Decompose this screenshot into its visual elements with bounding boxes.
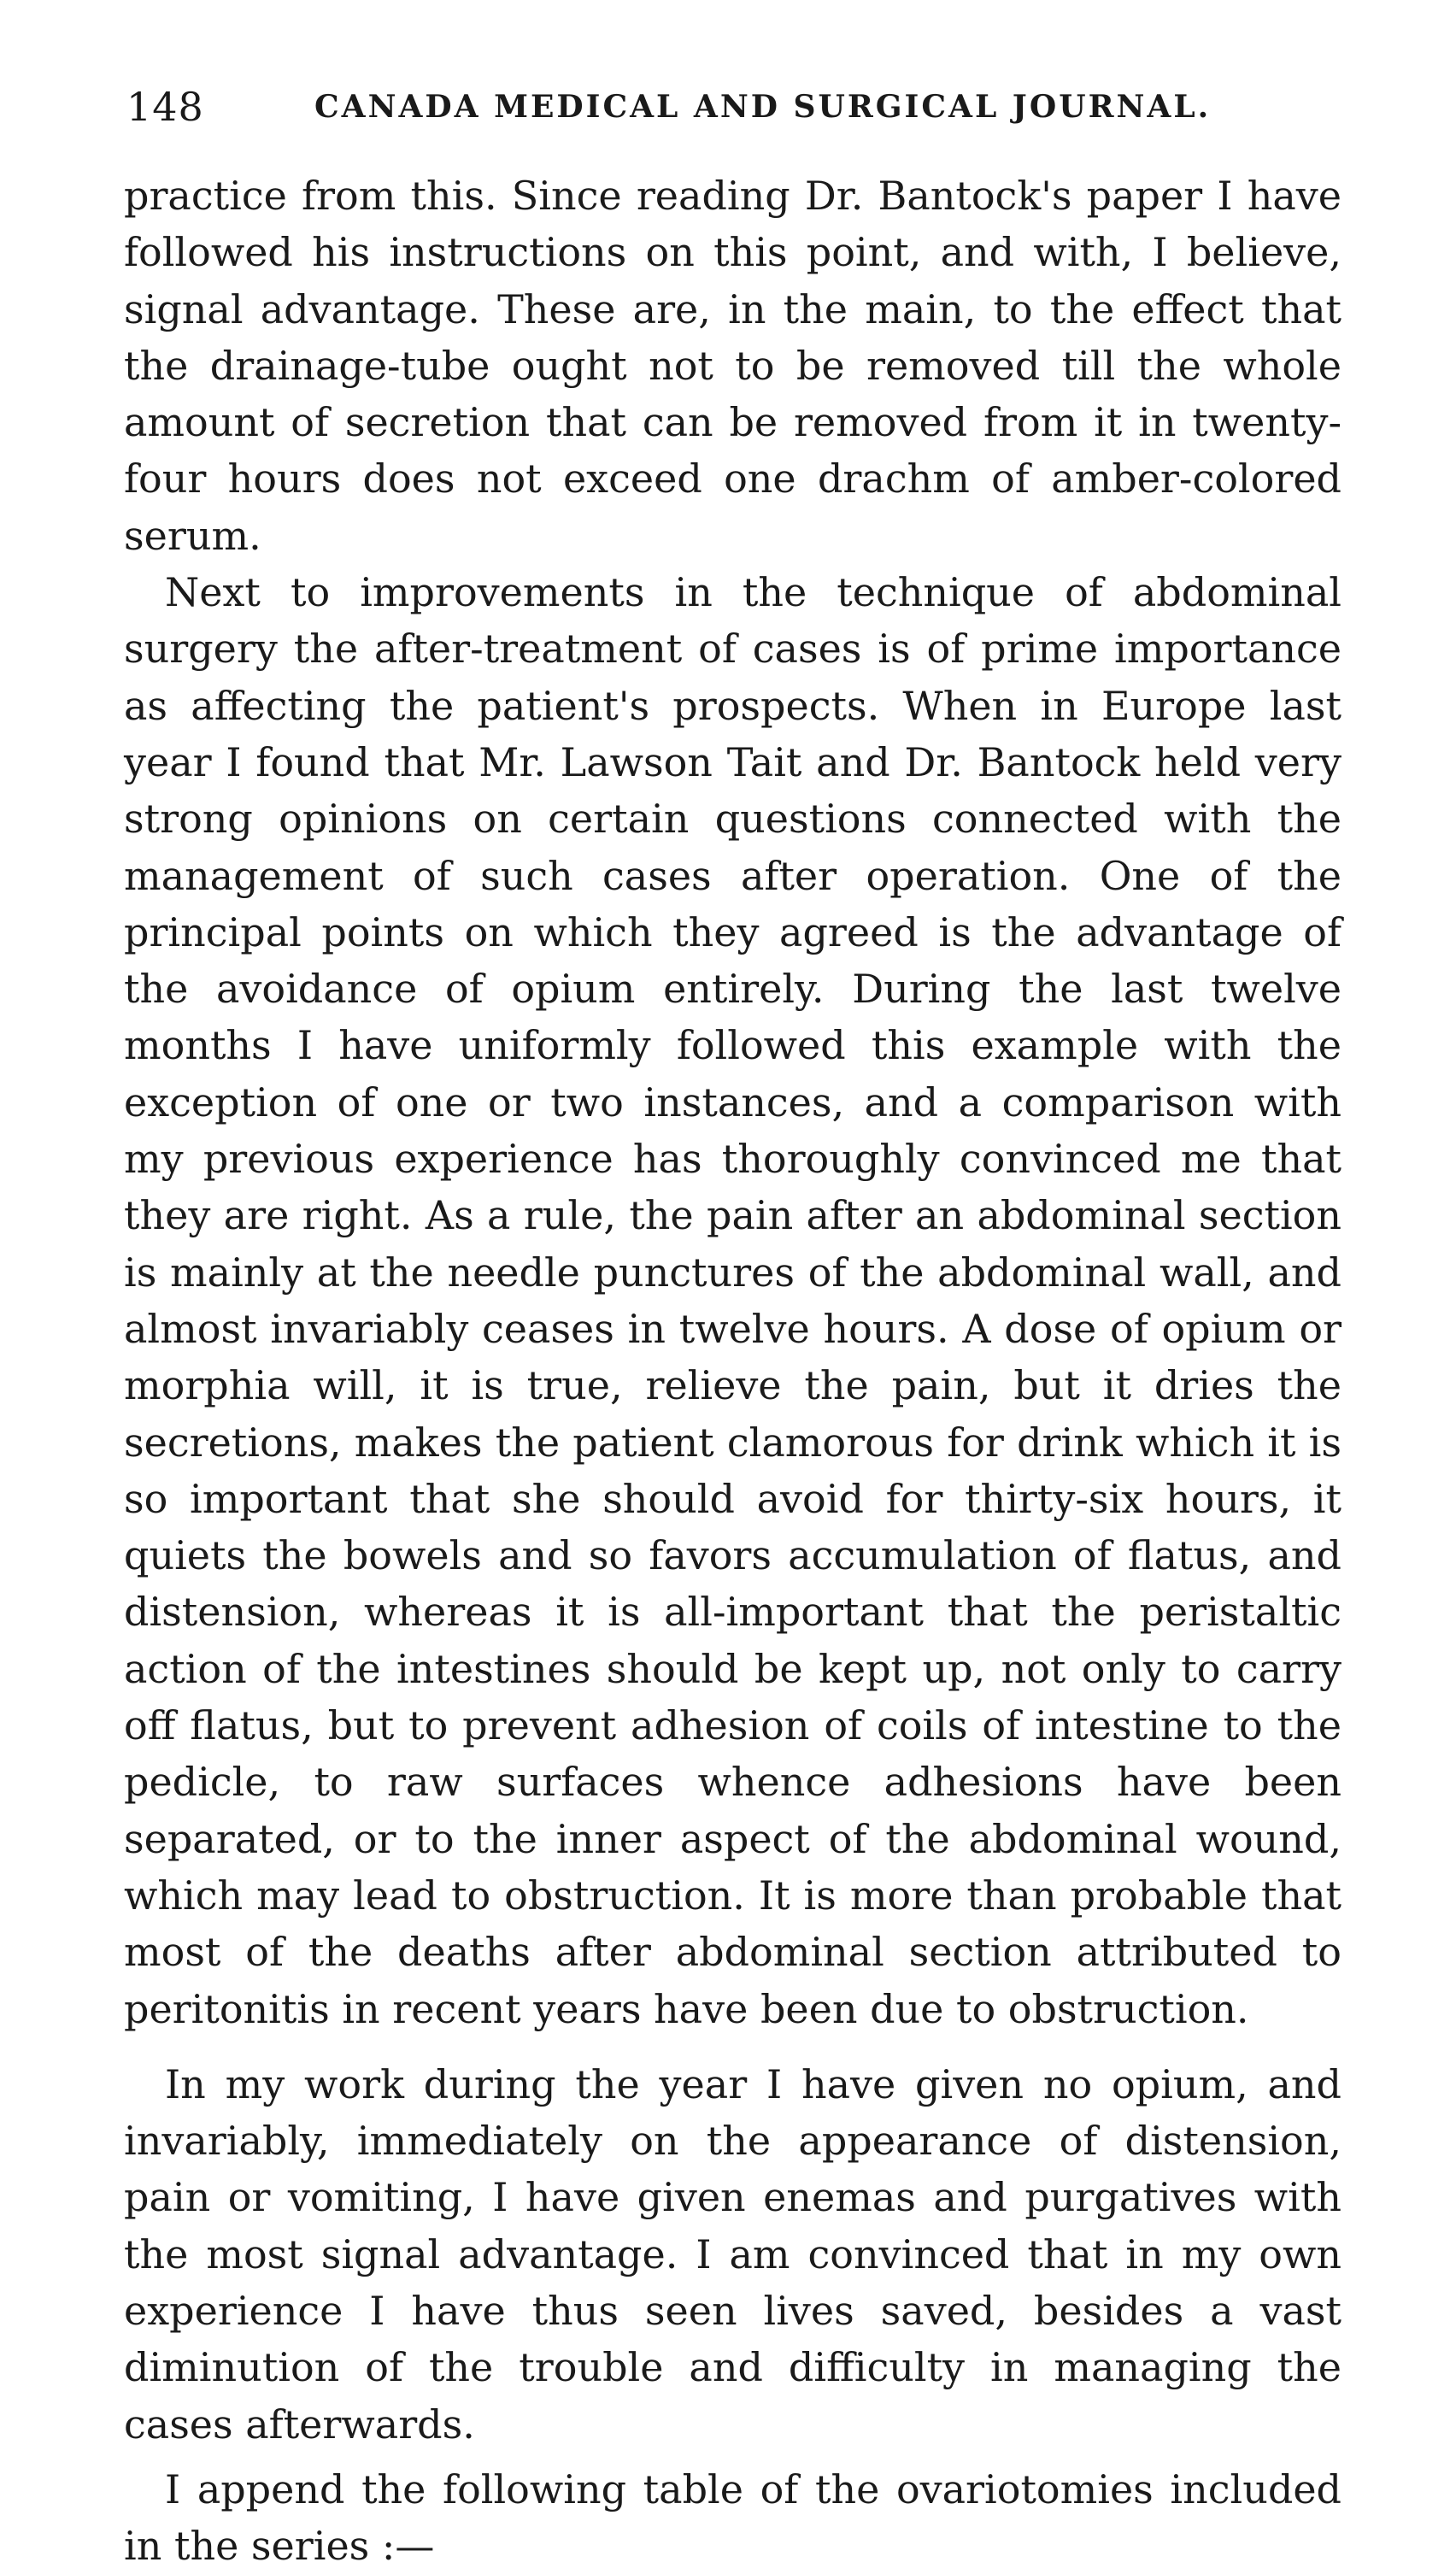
article-body — [124, 167, 1342, 2574]
paragraph-3: In my work during the year I have given no opium, and invariably, immediately on the appearance of distension, pain or vomiting, I have given enemas and purgatives with the most signal advantage. I am convinced that in my own experience I have thus seen lives saved, besides a vast diminution of the trouble and difficulty in managing the cases afterwards. — [124, 2060, 1342, 2448]
running-head — [126, 84, 1340, 135]
journal-title: CANADA MEDICAL AND SURGICAL JOURNAL. — [314, 89, 1212, 125]
paragraph-4: I append the following table of the ovariotomies included in the series :— — [124, 2465, 1342, 2570]
paragraph-2: Next to improvements in the technique of abdominal surgery the after-treatment of cases is of prime importance as affecting the patient's prospects. When in Europe last year I found that Mr. Lawson Tait and Dr. Bantock held very strong opinions on certain questions connected with the management of such cases after operation. One of the principal points on which they agreed is the advantage of the avoidance of opium entirely. During the last twelve months I have uniformly followed this example with the exception of one or two instances, and a comparison with my previous experience has thoroughly convinced me that they are right. As a rule, the pain after an abdominal section is mainly at the needle punctures of the abdominal wall, and almost invariably ceases in twelve hours. A dose of opium or morphia will, it is true, relieve the pain, but it dries the secretions, makes the patient clamorous for drink which it is so important that she should avoid for thirty-six hours, it quiets the bowels and so favors accumulation of flatus, and distension, whereas it is all-important that the peristaltic action of the intestines should be kept up, not only to carry off flatus, but to prevent adhesion of coils of intestine to the pedicle, to raw surfaces whence adhesions have been separated, or to the inner aspect of the abdominal wound, which may lead to obstruction. It is more than probable that most of the deaths after abdominal section attributed to peritonitis in recent years have been due to obstruction. — [124, 569, 1342, 2032]
paragraph-1: practice from this. Since reading Dr. Bantock's paper I have followed his instructions on this point, and with, I believe, signal advantage. These are, in the main, to the effect that the drainage-tube ought not to be removed till the whole amount of secretion that can be removed from it in twenty-four hours does not exceed one drachm of amber-colored serum. — [124, 173, 1342, 559]
page-number: 148 — [126, 84, 204, 130]
